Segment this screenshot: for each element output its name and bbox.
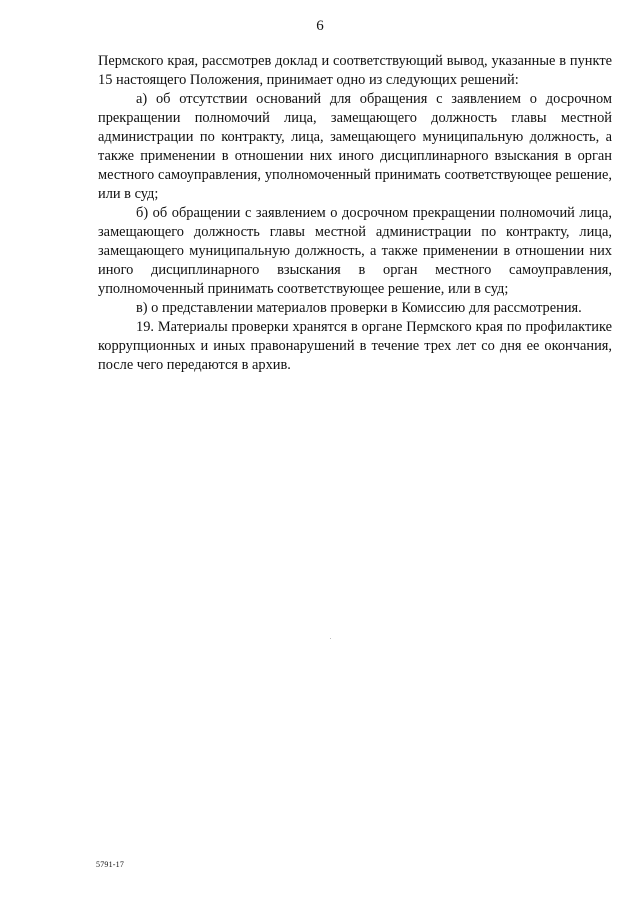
paragraph-clause-19: 19. Материалы проверки хранятся в органе Пермского края по профилактике коррупционных и иных правонарушений в течение трех лет со дня ее окончания, после чего передаются в архив.	[98, 319, 612, 373]
document-code: 5791-17	[96, 860, 125, 869]
document-body	[98, 52, 612, 375]
paragraph-item-b: б) об обращении с заявлением о досрочном прекращении полномочий лица, замещающего должность главы местной администрации по контракту, лица, замещающего муниципальную должность, а также применении в отношении них иного дисциплинарного взыскания в орган местного самоуправления, уполномоченный принимать соответствующее решение, или в суд;	[98, 205, 612, 297]
paragraph-item-v: в) о представлении материалов проверки в Комиссию для рассмотрения.	[136, 300, 582, 316]
page-number: 6	[316, 18, 324, 34]
scan-speck	[330, 638, 331, 639]
paragraph-continuation: Пермского края, рассмотрев доклад и соответствующий вывод, указанные в пункте 15 настоящего Положения, принимает одно из следующих решений:	[98, 53, 612, 88]
paragraph-item-a: а) об отсутствии оснований для обращения с заявлением о досрочном прекращении полномочий лица, замещающего должность главы местной администрации по контракту, лица, замещающего муниципальную должность, а также применении в отношении них иного дисциплинарного взыскания в орган местного самоуправления, уполномоченный принимать соответствующее решение, или в суд;	[98, 91, 612, 202]
